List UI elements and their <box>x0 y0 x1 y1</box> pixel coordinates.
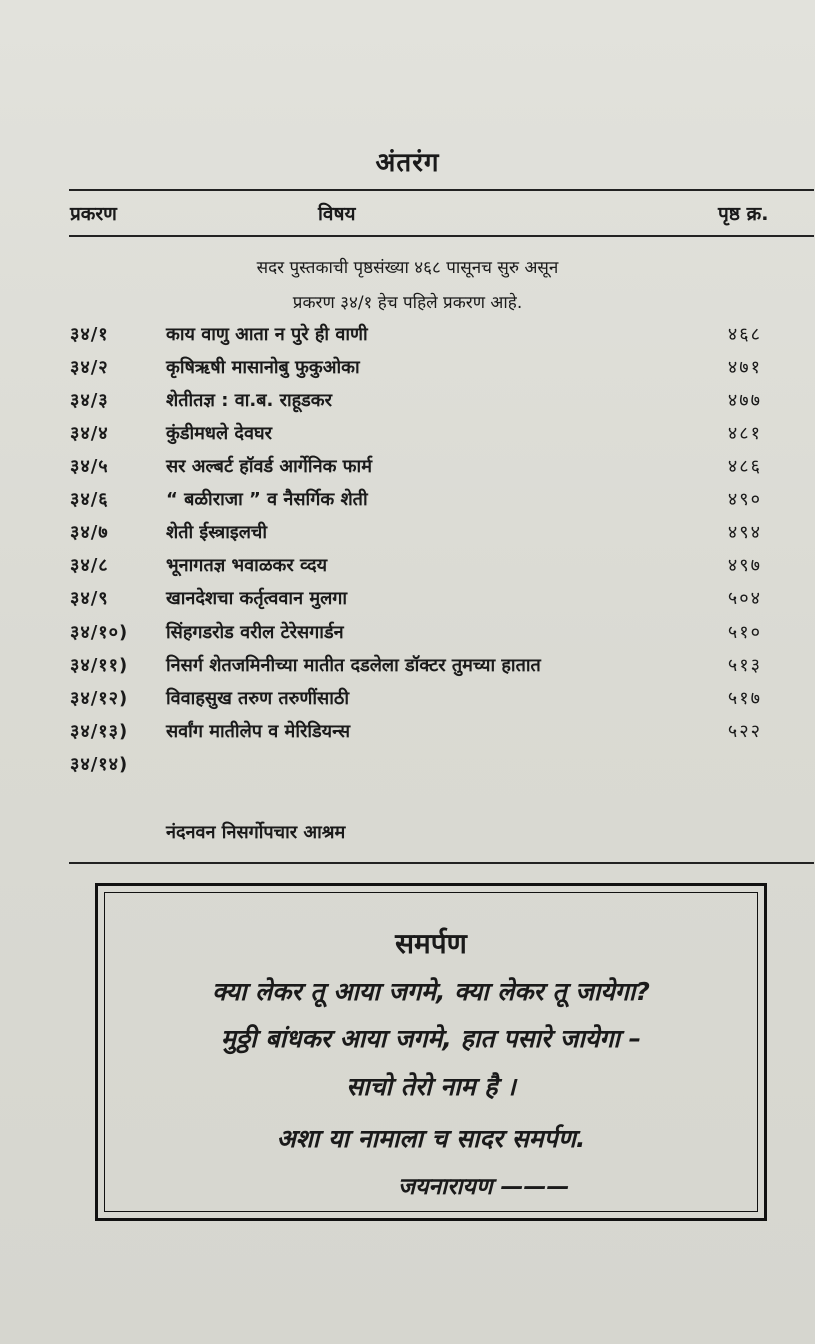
chapter-subject: सिंहगडरोड वरील टेरेसगार्डन <box>166 622 344 643</box>
chapter-page: ४९७ <box>727 555 762 576</box>
list-item <box>70 322 770 352</box>
dedication-box <box>95 883 767 1221</box>
dedication-signer: जयनारायण ——— <box>398 1174 570 1200</box>
list-item <box>70 520 770 550</box>
chapter-subject: शेती ईस्त्राइलची <box>166 522 268 543</box>
list-item <box>70 454 770 484</box>
list-item <box>70 388 770 418</box>
chapter-number: ३४/४ <box>70 423 109 444</box>
ashram-name: नंदनवन निसर्गोपचार आश्रम <box>166 822 346 843</box>
contents-title: अंतरंग <box>375 148 440 178</box>
list-item <box>70 620 770 650</box>
chapter-subject: कृषिऋषी मासानोबु फुकुओका <box>166 357 360 378</box>
header-top-rule <box>69 189 814 191</box>
chapter-subject: कुंडीमधले देवघर <box>166 423 272 444</box>
chapter-page: ५०४ <box>727 588 762 609</box>
column-header-subject: विषय <box>318 203 356 225</box>
chapter-number: ३४/९ <box>70 588 109 609</box>
chapter-number: ३४/११) <box>70 655 129 676</box>
list-item <box>70 421 770 451</box>
chapter-subject: खानदेशचा कर्तृत्ववान मुलगा <box>166 588 348 609</box>
chapter-number: ३४/१४) <box>70 754 129 775</box>
chapter-subject: भूनागतज्ञ भवाळकर व्दय <box>166 555 328 576</box>
chapter-page: ४६८ <box>727 324 762 345</box>
chapter-page: ४८१ <box>727 423 762 444</box>
list-item <box>70 653 770 683</box>
chapter-number: ३४/३ <box>70 390 109 411</box>
column-header-chapter: प्रकरण <box>70 203 117 225</box>
list-item <box>70 586 770 616</box>
chapter-page: ५१० <box>727 622 762 643</box>
dedication-line-3: साचो तेरो नाम है । <box>346 1072 516 1101</box>
dedication-line-2: मुठ्ठी बांधकर आया जगमे, हात पसारे जायेगा – <box>220 1024 642 1053</box>
chapter-number: ३४/७ <box>70 522 109 543</box>
dedication-heading: समर्पण <box>395 927 467 960</box>
chapter-number: ३४/१३) <box>70 721 129 742</box>
list-item <box>70 355 770 385</box>
list-item <box>70 487 770 517</box>
chapter-number: ३४/१२) <box>70 688 129 709</box>
chapter-subject: सर्वांग मातीलेप व मेरिडियन्स <box>166 721 351 742</box>
chapter-page: ४७१ <box>727 357 762 378</box>
chapter-page: ४८६ <box>727 456 762 477</box>
chapter-page: ५१३ <box>727 655 762 676</box>
chapter-page: ४७७ <box>727 390 762 411</box>
list-item <box>70 686 770 716</box>
list-item <box>70 752 770 782</box>
section-divider <box>69 862 814 864</box>
chapter-number: ३४/२ <box>70 357 109 378</box>
chapter-subject: “ बळीराजा ” व नैसर्गिक शेती <box>166 489 368 510</box>
chapter-number: ३४/६ <box>70 489 109 510</box>
chapter-number: ३४/८ <box>70 555 109 576</box>
chapter-page: ४९४ <box>727 522 762 543</box>
chapter-number: ३४/१ <box>70 324 109 345</box>
chapter-subject: शेतीतज्ञ : वा.ब. राहूडकर <box>166 390 332 411</box>
chapter-number: ३४/१०) <box>70 622 129 643</box>
list-item <box>70 553 770 583</box>
chapter-page: ५२२ <box>727 721 762 742</box>
chapter-page: ४९० <box>727 489 762 510</box>
chapter-subject: विवाहसुख तरुण तरुणींसाठी <box>166 688 350 709</box>
dedication-line-4: अशा या नामाला च सादर समर्पण. <box>276 1124 586 1153</box>
list-item <box>70 719 770 749</box>
chapter-number: ३४/५ <box>70 456 109 477</box>
note-line-1: सदर पुस्तकाची पृष्ठसंख्या ४६८ पासूनच सुरु असून <box>256 258 559 278</box>
note-line-2: प्रकरण ३४/१ हेच पहिले प्रकरण आहे. <box>292 293 523 313</box>
column-header-page: पृष्ठ क्र. <box>718 203 769 225</box>
chapter-subject: निसर्ग शेतजमिनीच्या मातीत दडलेला डॉक्टर तुमच्या हातात <box>166 655 541 676</box>
dedication-line-1: क्या लेकर तू आया जगमे, क्या लेकर तू जायेगा? <box>212 977 650 1006</box>
chapter-page: ५१७ <box>727 688 762 709</box>
chapter-subject: काय वाणु आता न पुरे ही वाणी <box>166 324 368 345</box>
chapter-subject: सर अल्बर्ट हॉवर्ड आर्गेनिक फार्म <box>166 456 372 477</box>
header-bottom-rule <box>69 235 814 237</box>
